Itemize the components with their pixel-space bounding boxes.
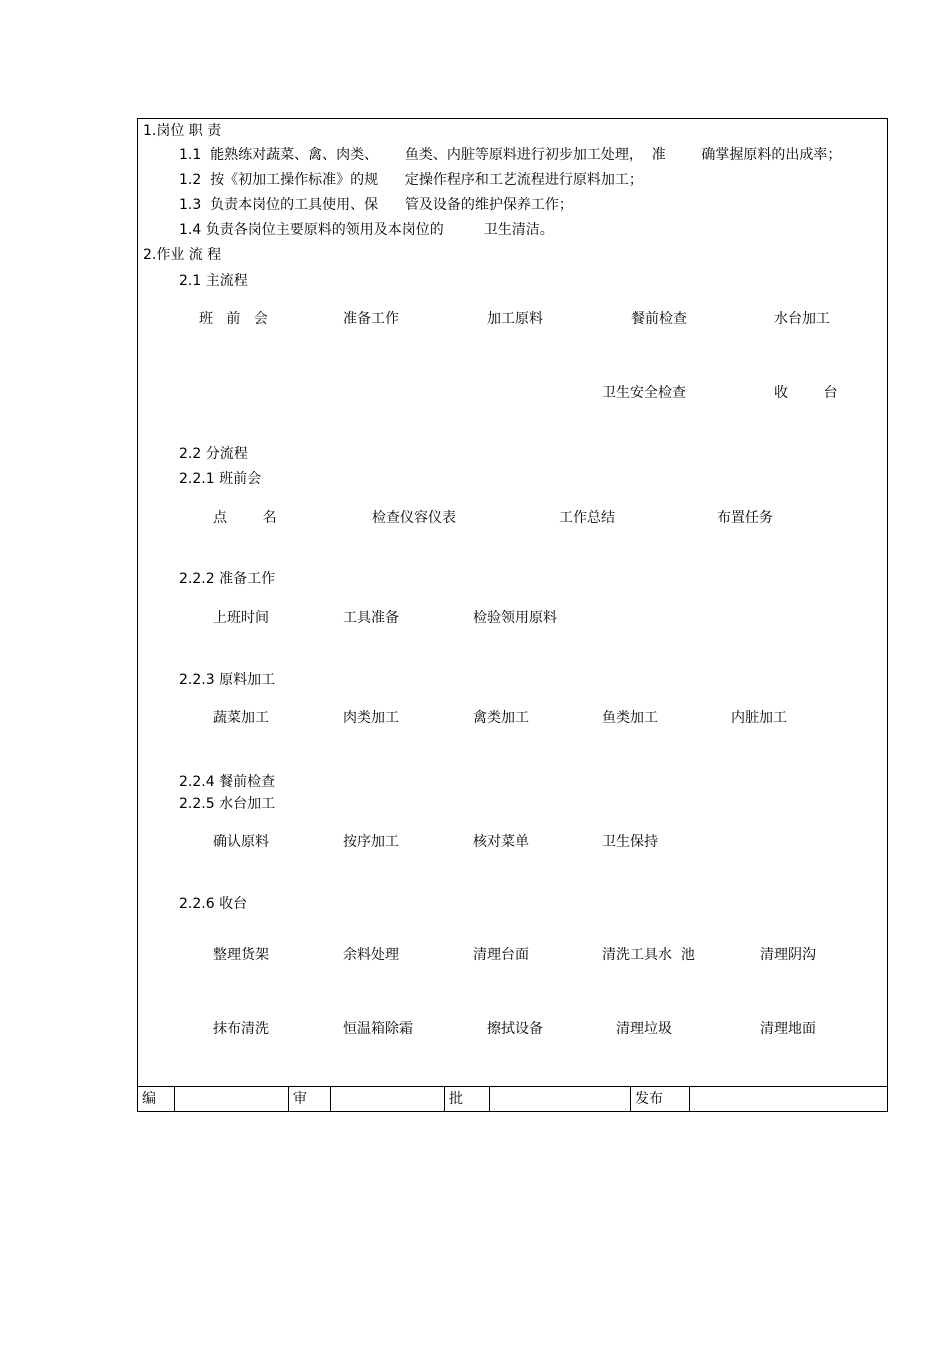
- reviewer-label: 审: [289, 1087, 331, 1112]
- flow-step: 清理地面: [760, 1021, 816, 1037]
- subsection-title: 2.2.2 准备工作: [179, 571, 276, 587]
- flow-step: 布置任务: [717, 510, 773, 526]
- flow-step: 点 名: [213, 510, 277, 526]
- editor-label: 编: [138, 1087, 175, 1112]
- flow-step: 清洗工具水 池: [602, 947, 695, 963]
- flow-step: 清理台面: [473, 947, 529, 963]
- flow-step: 擦拭设备: [487, 1021, 543, 1037]
- flow-step: 内脏加工: [731, 710, 787, 726]
- flow-step: 工作总结: [559, 510, 615, 526]
- document-frame: [137, 118, 888, 1112]
- duty-item: 1.1 能熟练对蔬菜、禽、肉类、 鱼类、内脏等原料进行初步加工处理， 准 确掌握原料的出成率；: [179, 147, 842, 163]
- flow-step: 工具准备: [343, 610, 399, 626]
- approver-field[interactable]: [490, 1087, 631, 1112]
- flow-step: 检查仪容仪表: [372, 510, 456, 526]
- flow-step: 准备工作: [343, 311, 399, 327]
- flow-step: 余料处理: [343, 947, 399, 963]
- flow-step: 餐前检查: [631, 311, 687, 327]
- duty-item: 1.2 按《初加工操作标准》的规 定操作程序和工艺流程进行原料加工；: [179, 172, 643, 188]
- subsection-title: 2.2.1 班前会: [179, 471, 262, 487]
- duty-item: 1.3 负责本岗位的工具使用、保 管及设备的维护保养工作；: [179, 197, 573, 213]
- flow-step: 班 前 会: [199, 311, 268, 327]
- flow-step: 按序加工: [343, 834, 399, 850]
- flow-step: 抹布清洗: [213, 1021, 269, 1037]
- subsection-title: 2.2.3 原料加工: [179, 672, 276, 688]
- flow-step: 收 台: [774, 385, 838, 401]
- sub-flow-title: 2.2 分流程: [179, 446, 248, 462]
- flow-step: 整理货架: [213, 947, 269, 963]
- flow-step: 检验领用原料: [473, 610, 557, 626]
- reviewer-field[interactable]: [331, 1087, 445, 1112]
- flow-step: 卫生安全检查: [602, 385, 686, 401]
- section2-title: 2.作业 流 程: [143, 247, 222, 263]
- duty-item: 1.4 负责各岗位主要原料的领用及本岗位的 卫生清洁。: [179, 222, 554, 238]
- flow-step: 禽类加工: [473, 710, 529, 726]
- publish-label: 发布: [631, 1087, 690, 1112]
- editor-field[interactable]: [175, 1087, 289, 1112]
- approver-label: 批: [445, 1087, 490, 1112]
- flow-step: 清理垃圾: [616, 1021, 672, 1037]
- main-flow-title: 2.1 主流程: [179, 273, 248, 289]
- flow-step: 水台加工: [774, 311, 830, 327]
- flow-step: 恒温箱除霜: [343, 1021, 413, 1037]
- subsection-title: 2.2.6 收台: [179, 896, 248, 912]
- flow-step: 加工原料: [487, 311, 543, 327]
- flow-step: 卫生保持: [602, 834, 658, 850]
- flow-step: 核对菜单: [473, 834, 529, 850]
- flow-step: 清理阴沟: [760, 947, 816, 963]
- flow-step: 肉类加工: [343, 710, 399, 726]
- flow-step: 上班时间: [213, 610, 269, 626]
- subsection-title: 2.2.5 水台加工: [179, 796, 276, 812]
- approval-row: [138, 1086, 887, 1112]
- flow-step: 蔬菜加工: [213, 710, 269, 726]
- flow-step: 鱼类加工: [602, 710, 658, 726]
- publish-field[interactable]: [690, 1087, 887, 1112]
- flow-step: 确认原料: [213, 834, 269, 850]
- subsection-title: 2.2.4 餐前检查: [179, 774, 276, 790]
- section1-title: 1.岗位 职 责: [143, 123, 222, 139]
